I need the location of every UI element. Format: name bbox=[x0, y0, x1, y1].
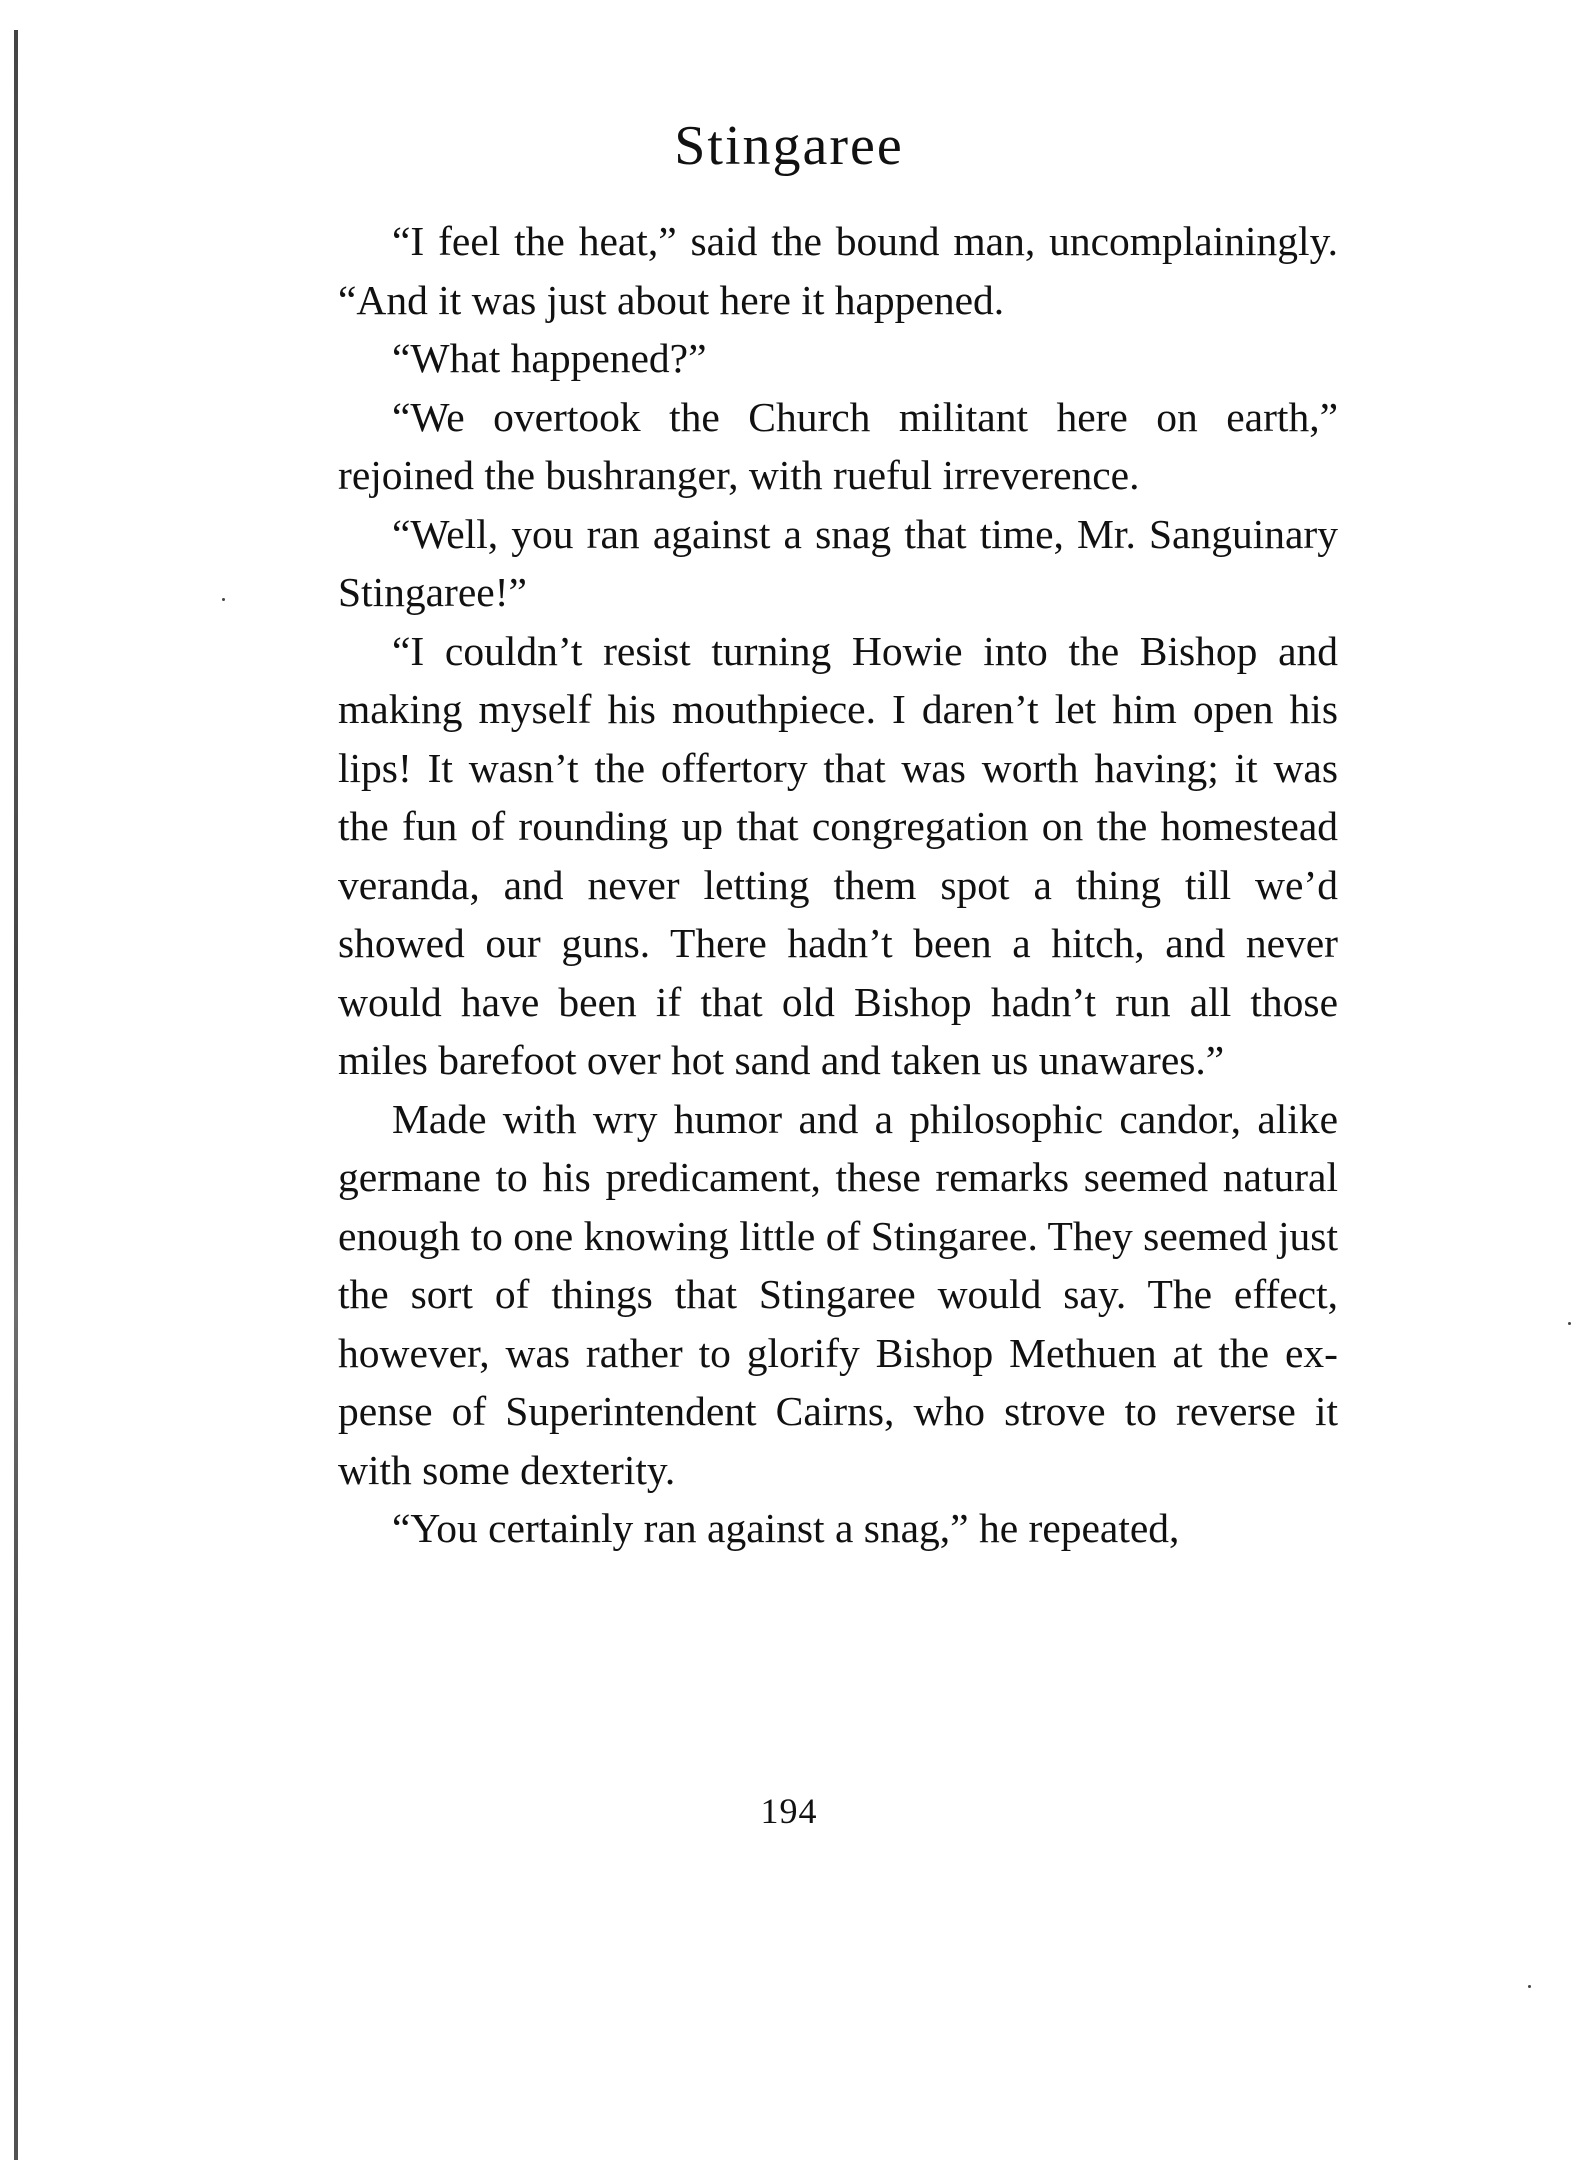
page-number: 194 bbox=[760, 1791, 818, 1831]
paragraph: “Well, you ran against a snag that time, Mr. Sanguinary Stingaree!” bbox=[338, 510, 1338, 615]
paragraph: “What happened?” bbox=[392, 335, 707, 381]
paper-speck bbox=[1568, 1322, 1571, 1325]
paper-speck bbox=[222, 598, 225, 601]
binding-edge bbox=[14, 30, 18, 2160]
body-text bbox=[338, 212, 1338, 1558]
paragraph: Made with wry humor and a philosophic candor, alike germane to his predicament, these remarks seemed natural enough to one knowing little of Stingaree. They seemed just the sort of things that Stingaree would say. The effect, however, was rather to glorify Bishop Methuen at the expense of Superintendent Cairns, who strove to reverse it with some dexterity. bbox=[338, 1095, 1338, 1493]
paragraph: “We overtook the Church militant here on earth,” rejoined the bushranger, with rueful irreverence. bbox=[338, 393, 1338, 498]
paper-speck bbox=[1528, 1985, 1531, 1988]
running-head: Stingaree bbox=[674, 115, 904, 177]
paragraph: “I couldn’t resist turning Howie into the Bishop and making myself his mouthpiece. I daren’t let him open his lips! It wasn’t the offertory that was worth having; it was the fun of rounding up that congregation on the homestead veranda, and never letting them spot a thing till we’d showed our guns. There hadn’t been a hitch, and never would have been if that old Bishop hadn’t run all those miles barefoot over hot sand and taken us unawares.” bbox=[338, 627, 1338, 1083]
paragraph: “I feel the heat,” said the bound man, uncomplainingly. “And it was just about here it happened. bbox=[338, 218, 1338, 323]
paragraph: “You certainly ran against a snag,” he repeated, bbox=[392, 1505, 1180, 1551]
